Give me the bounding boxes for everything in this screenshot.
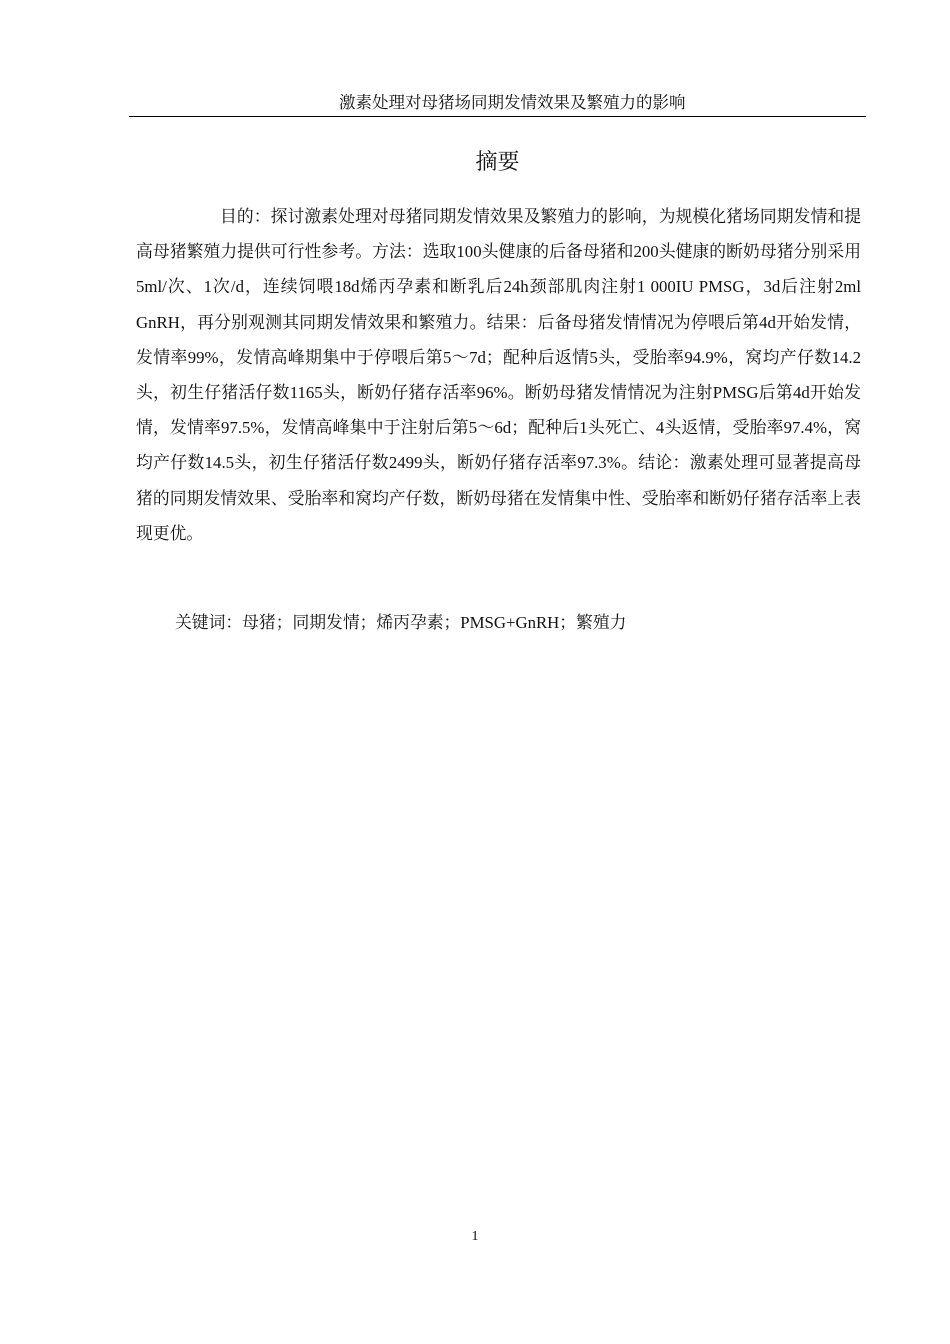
page-number: 1 [471,1229,479,1244]
abstract-body: 目的：探讨激素处理对母猪同期发情效果及繁殖力的影响，为规模化猪场同期发情和提高母猪繁殖力提供可行性参考。方法：选取100头健康的后备母猪和200头健康的断奶母猪分别采用5ml/次、1次/d，连续饲喂18d烯丙孕素和断乳后24h颈部肌肉注射1 000IU PMSG，3d后注射2ml GnRH，再分别观测其同期发情效果和繁殖力。结果：后备母猪发情情况为停喂后第4d开始发情，发情率99%，发情高峰期集中于停喂后第5～7d；配种后返情5头，受胎率94.9%，窝均产仔数14.2头，初生仔猪活仔数1165头，断奶仔猪存活率96%。断奶母猪发情情况为注射PMSG后第4d开始发情，发情率97.5%，发情高峰集中于注射后第5～6d；配种后1头死亡、4头返情，受胎率97.4%，窝均产仔数14.5头，初生仔猪活仔数2499头，断奶仔猪存活率97.3%。结论：激素处理可显著提高母猪的同期发情效果、受胎率和窝均产仔数，断奶母猪在发情集中性、受胎率和断奶仔猪存活率上表现更优。 [136,207,861,543]
abstract-heading: 摘要 [475,150,520,175]
running-title: 激素处理对母猪场同期发情效果及繁殖力的影响 [339,93,686,112]
page-header [129,92,866,117]
keywords-line: 关键词：母猪；同期发情；烯丙孕素；PMSG+GnRH；繁殖力 [175,613,627,632]
